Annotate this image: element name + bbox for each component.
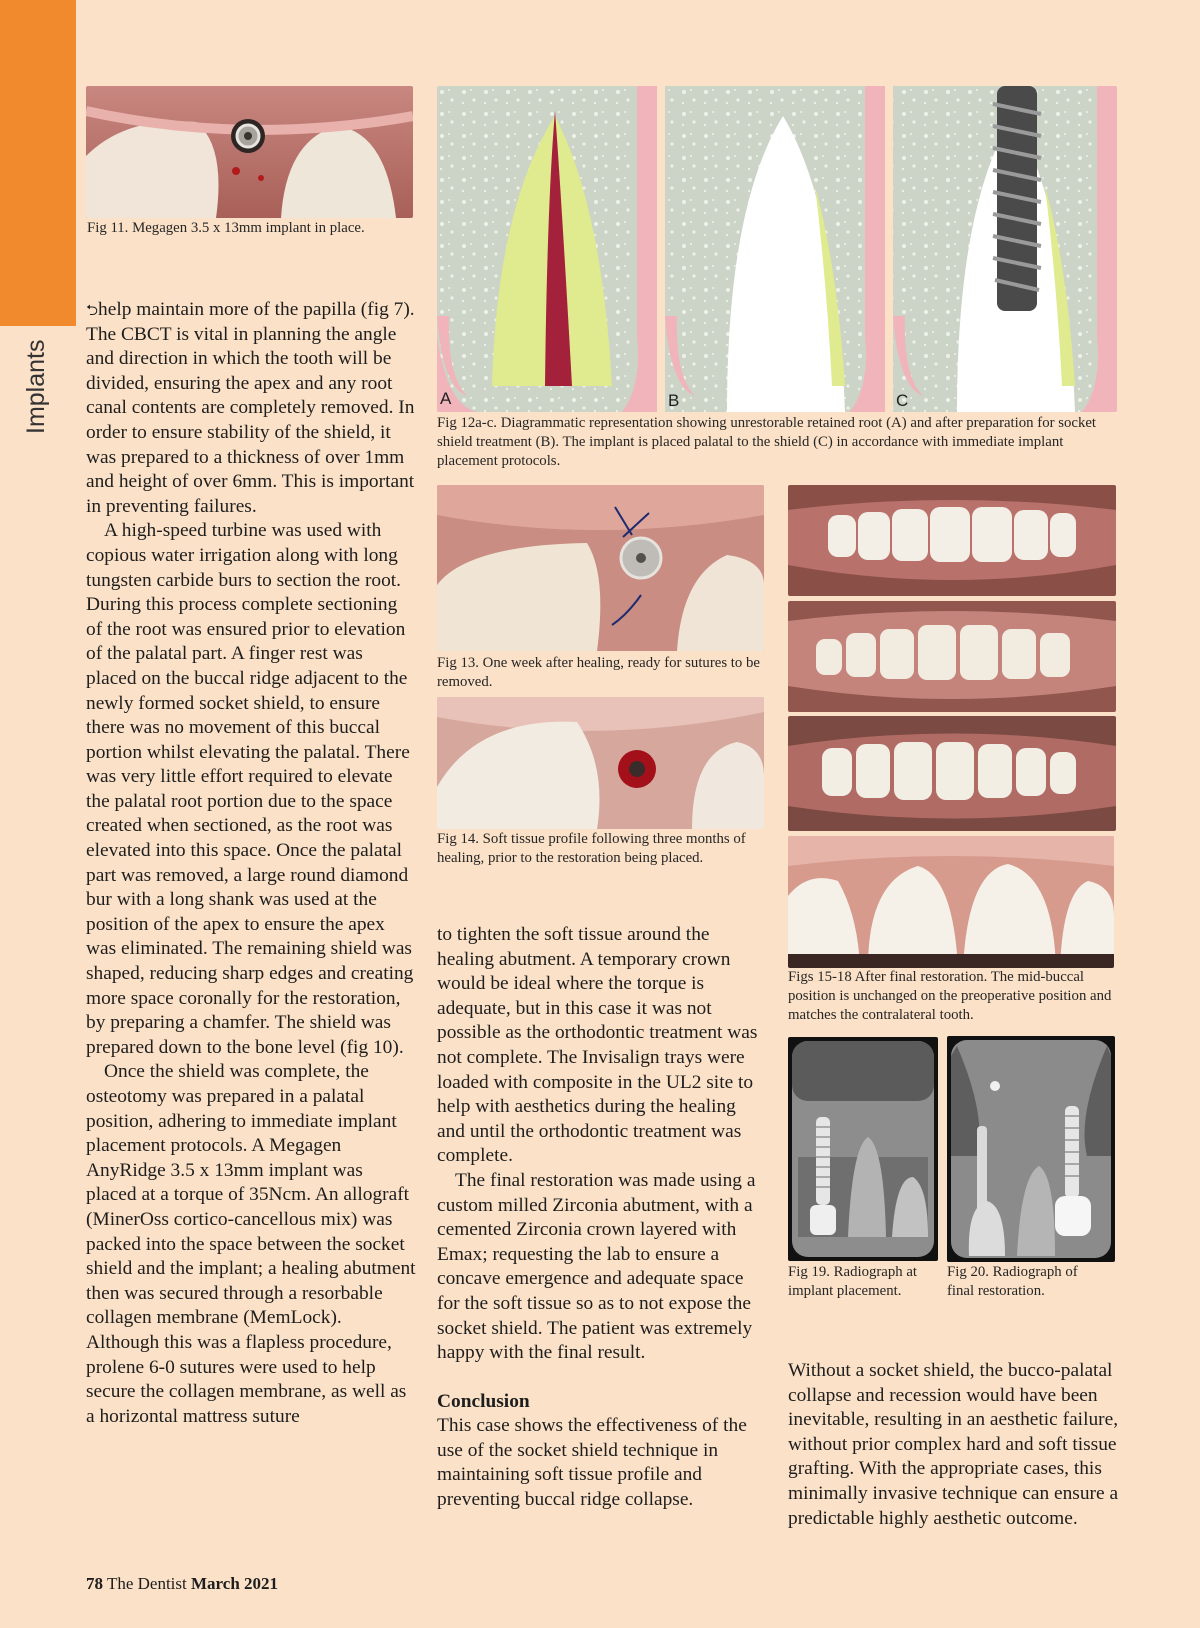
fig12-panel-b [665, 86, 885, 412]
fig13-photo [437, 485, 764, 651]
fig12-diagram [437, 86, 1117, 412]
column1-paragraph-1: ⮌help maintain more of the papilla (fig 7). The CBCT is vital in planning the angle and direction in which the tooth will be divided, ensuring the apex and any root canal contents are completely removed. In order to ensure stability of the shield, it was prepared to a thickness of over 1mm and height of over 6mm. This is important in preventing failures. [86, 299, 415, 517]
fig12-panel-c [893, 86, 1117, 412]
fig17-photo [788, 716, 1116, 831]
conclusion-heading: Conclusion [437, 1390, 530, 1412]
page-number: 78 [86, 1574, 103, 1593]
fig20-caption: Fig 20. Radiograph of final restoration. [947, 1264, 1078, 1299]
fig12-panel-a [437, 86, 657, 412]
section-label: Implants [22, 339, 50, 434]
column1-paragraph-3: Once the shield was complete, the osteotomy was prepared in a palatal position, adhering to immediate implant placement protocols. A Megagen AnyRidge 3.5 x 13mm implant was placed at a torque of 35Ncm. An allograft (MinerOss cortico-cancellous mix) was packed into the space between the socket shield and the implant; a healing abutment then was secured through a resorbable collagen membrane (MemLock). Although this was a flapless procedure, prolene 6-0 sutures were used to help secure the collagen membrane, as well as a horizontal mattress suture [86, 1061, 416, 1427]
column1-text [86, 298, 416, 1429]
fig19-caption: Fig 19. Radiograph at implant placement. [788, 1264, 918, 1299]
issue-date: March 2021 [191, 1574, 279, 1593]
fig18-photo [788, 836, 1114, 968]
section-tab [0, 0, 76, 326]
figs15-18-caption: Figs 15-18 After final restoration. The mid-buccal position is unchanged on the preoperative position and matches the contralateral tooth. [788, 969, 1112, 1023]
fig19-radiograph [788, 1037, 938, 1261]
column1-paragraph-2: A high-speed turbine was used with copious water irrigation along with long tungsten carbide burs to section the root. During this process complete sectioning of the root was ensured prior to elevation of the palatal part. A finger rest was placed on the buccal ridge adjacent to the newly formed socket shield, to ensure there was no movement of this buccal portion whilst elevating the palatal. There was very little effort required to elevate the palatal root portion due to the space created when sectioned, as the root was elevated into this space. Once the palatal part was removed, a large round diamond bur with a long shank was used at the position of the apex to ensure the apex was eliminated. The remaining shield was shaped, reducing sharp edges and creating more space coronally for the restoration, by preparing a chamfer. The shield was prepared down to the bone level (fig 10). [86, 520, 414, 1058]
continued-arrow-icon: ⮌ [86, 301, 99, 319]
publication-name: The Dentist [106, 1574, 187, 1593]
fig20-radiograph [947, 1036, 1115, 1262]
column2-paragraph-2: The final restoration was made using a custom milled Zirconia abutment, with a cemented Zirconia crown layered with Emax; requesting the lab to ensure a concave emergence and adequate space for the soft tissue so as to not expose the socket shield. The patient was extremely happy with the final result. [437, 1169, 756, 1364]
fig12-caption: Fig 12a-c. Diagrammatic representation showing unrestorable retained root (A) and after preparation for socket shield treatment (B). The implant is placed palatal to the shield (C) in accordance with immediate implant placement protocols. [437, 415, 1097, 469]
fig11-photo [86, 86, 413, 218]
column3-text [788, 1359, 1122, 1531]
fig13-caption: Fig 13. One week after healing, ready for sutures to be removed. [437, 655, 760, 690]
fig12-label-a: A [440, 389, 452, 408]
page-footer [86, 1574, 278, 1594]
column2-text [437, 923, 767, 1513]
fig14-photo [437, 697, 764, 829]
column3-paragraph-1: Without a socket shield, the bucco-palatal collapse and recession would have been inevitable, resulting in an aesthetic failure, without prior complex hard and soft tissue grafting. With the appropriate cases, this minimally invasive technique can ensure a predictable highly aesthetic outcome. [788, 1360, 1119, 1529]
fig16-photo [788, 601, 1116, 712]
fig14-caption: Fig 14. Soft tissue profile following three months of healing, prior to the restoration being placed. [437, 831, 746, 866]
fig12-label-c: C [896, 391, 909, 410]
fig15-photo [788, 485, 1116, 596]
conclusion-paragraph: This case shows the effectiveness of the use of the socket shield technique in maintaining soft tissue profile and preventing buccal ridge collapse. [437, 1415, 747, 1511]
fig12-label-b: B [668, 391, 680, 410]
fig11-caption: Fig 11. Megagen 3.5 x 13mm implant in place. [87, 220, 365, 236]
column2-paragraph-1: to tighten the soft tissue around the healing abutment. A temporary crown would be ideal where the torque is adequate, but in this case it was not possible as the orthodontic treatment was not complete. The Invisalign trays were loaded with composite in the UL2 site to help with aesthetics during the healing and until the orthodontic treatment was complete. [437, 924, 758, 1167]
